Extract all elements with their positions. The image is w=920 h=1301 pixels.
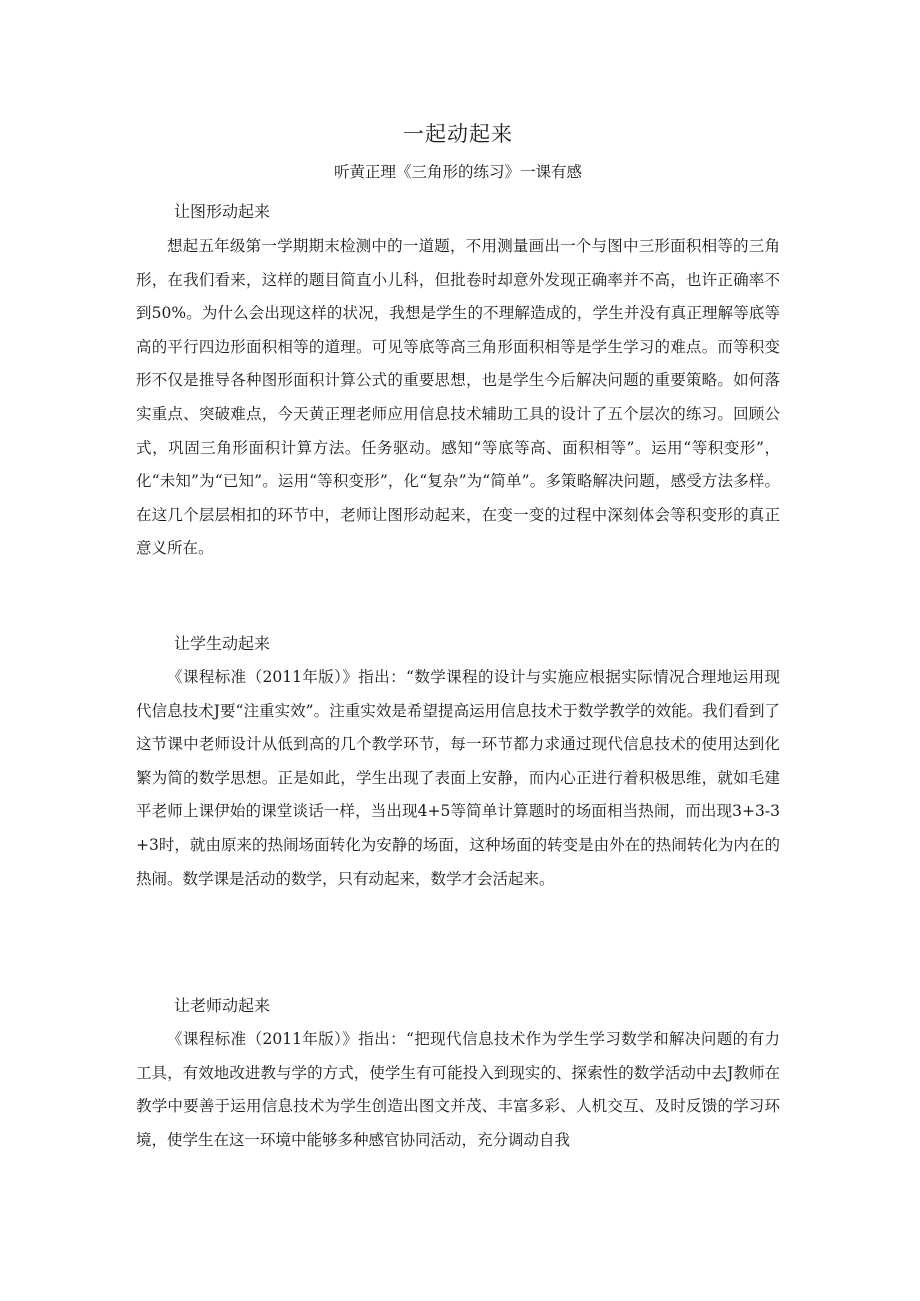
section-body-teachers: 《课程标准（2011年版）》指出：“把现代信息技术作为学生学习数学和解决问题的有力工具，有效地改进教与学的方式，使学生有可能投入到现实的、探索性的数学活动中去J教师在教学中要善于运用信息技术为学生创造出图文并茂、丰富多彩、人机交互、及时反馈的学习环境，使学生在这一环境中能够多种感官协同活动，充分调动自我: [136, 1030, 780, 1149]
document-title: 一起动起来: [403, 122, 513, 146]
section-heading-graphics: 让图形动起来: [174, 202, 271, 221]
section-body-students: 《课程标准（2011年版）》指出：“数学课程的设计与实施应根据实际情况合理地运用现代信息技术J要“注重实效”。注重实效是希望提高运用信息技术于数学教学的效能。我们看到了这节课中老师设计从低到高的几个教学环节，每一环节都力求通过现代信息技术的使用达到化繁为简的数学思想。正是如此，学生出现了表面上安静，而内心正进行着积极思维，就如毛建平老师上课伊始的课堂谈话一样，当出现4+5等简单计算题时的场面相当热闹，而出现3+3-3+3时，就由原来的热闹场面转化为安静的场面，这种场面的转变是由外在的热闹转化为内在的热闹。数学课是活动的数学，只有动起来，数学才会活起来。: [136, 668, 780, 888]
document-subtitle: 听黄正理《三角形的练习》一课有感: [333, 163, 582, 181]
section-body-graphics: 想起五年级第一学期期末检测中的一道题，不用测量画出一个与图中三形面积相等的三角形，在我们看来，这样的题目简直小儿科，但批卷时却意外发现正确率并不高，也许正确率不到50%。为什么会出现这样的状况，我想是学生的不理解造成的，学生并没有真正理解等底等高的平行四边形面积相等的道理。可见等底等高三角形面积相等是学生学习的难点。而等积变形不仅是推导各种图形面积计算公式的重要思想，也是学生今后解决问题的重要策略。如何落实重点、突破难点，今天黄正理老师应用信息技术辅助工具的设计了五个层次的练习。回顾公式，巩固三角形面积计算方法。任务驱动。感知“等底等高、面积相等”。运用“等积变形”，化“未知”为“已知”。运用“等积变形”，化“复杂”为“简单”。多策略解决问题，感受方法多样。在这几个层层相扣的环节中，老师让图形动起来，在变一变的过程中深刻体会等积变形的真正意义所在。: [136, 237, 780, 558]
section-heading-teachers: 让老师动起来: [174, 996, 271, 1015]
section-heading-students: 让学生动起来: [174, 634, 271, 653]
